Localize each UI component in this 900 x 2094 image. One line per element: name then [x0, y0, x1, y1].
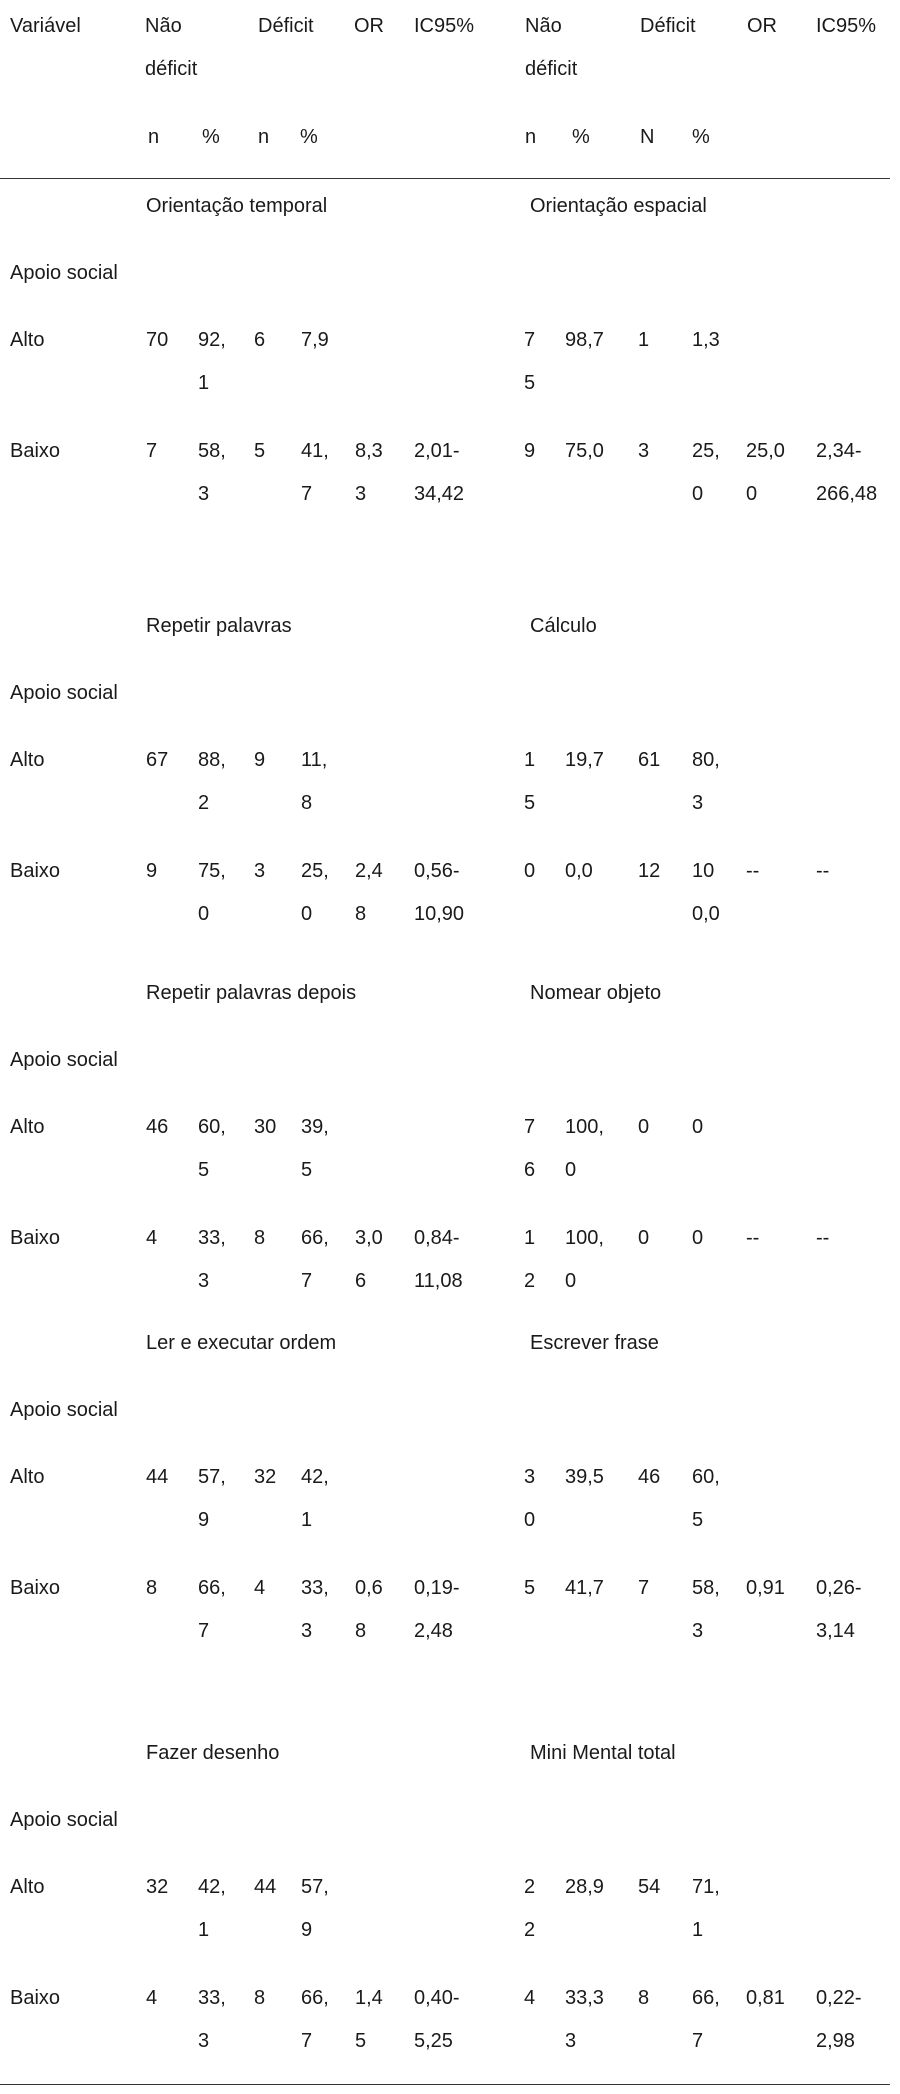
table-cell: 4 — [146, 1227, 158, 1249]
table-cell: 0 — [638, 1116, 650, 1138]
table-cell: 0,91 — [746, 1577, 785, 1599]
row-label: Baixo — [10, 1577, 61, 1599]
table-cell: 2,01- 34,42 — [414, 440, 465, 505]
table-cell: 7 5 — [524, 329, 536, 394]
table-cell: 30 — [254, 1116, 277, 1138]
table-cell: 100, 0 — [565, 1227, 604, 1292]
sub-pct-right-2: % — [692, 126, 710, 148]
table-cell: 71, 1 — [692, 1876, 720, 1941]
table-cell: 2,4 8 — [355, 860, 383, 925]
header-rule — [0, 178, 890, 179]
section-title-right: Escrever frase — [530, 1332, 659, 1354]
table-cell: 8 — [254, 1987, 266, 2009]
group-label: Apoio social — [10, 1399, 118, 1421]
header-nao-line1: Não — [525, 15, 562, 37]
section-title-left: Ler e executar ordem — [146, 1332, 337, 1354]
table-cell: 2,34- 266,48 — [816, 440, 878, 505]
table-cell: -- — [746, 1227, 760, 1249]
table-cell: 44 — [146, 1466, 169, 1488]
header-nao-line2: déficit — [525, 58, 578, 80]
table-cell: 0,56- 10,90 — [414, 860, 465, 925]
section-title-left: Orientação temporal — [146, 195, 328, 217]
bottom-rule — [0, 2084, 890, 2085]
table-cell: 3 — [254, 860, 266, 882]
table-cell: 7 — [638, 1577, 650, 1599]
table-cell: 42, 1 — [301, 1466, 329, 1531]
table-cell: 4 — [146, 1987, 158, 2009]
section-title-left: Repetir palavras depois — [146, 982, 357, 1004]
row-label: Baixo — [10, 1227, 61, 1249]
table-cell: -- — [816, 860, 830, 882]
table-cell: 3 — [638, 440, 650, 462]
table-cell: 0,40- 5,25 — [414, 1987, 460, 2052]
table-cell: 46 — [146, 1116, 169, 1138]
sub-n-left-1: n — [148, 126, 160, 148]
table-cell: 11, 8 — [301, 749, 328, 814]
table-cell: 58, 3 — [692, 1577, 720, 1642]
header-nao-line2: déficit — [145, 58, 198, 80]
header-or-left: OR — [354, 15, 384, 37]
table-cell: 12 — [638, 860, 661, 882]
table-cell: 3,0 6 — [355, 1227, 383, 1292]
header-or-right: OR — [747, 15, 777, 37]
table-cell: 33, 3 — [301, 1577, 329, 1642]
table-cell: 1 5 — [524, 749, 536, 814]
table-cell: 1 2 — [524, 1227, 536, 1292]
table-cell: 1 — [638, 329, 650, 351]
table-cell: 6 — [254, 329, 266, 351]
table-cell: 9 — [254, 749, 266, 771]
table-cell: 66, 7 — [198, 1577, 226, 1642]
header-nao-line1: Não — [145, 15, 182, 37]
row-label: Alto — [10, 749, 45, 771]
table-cell: 25,0 0 — [746, 440, 785, 505]
header-deficit-left: Déficit — [258, 15, 314, 37]
table-cell: 39, 5 — [301, 1116, 329, 1181]
sub-n-left-2: n — [258, 126, 270, 148]
table-cell: 5 — [254, 440, 266, 462]
section-title-right: Cálculo — [530, 615, 597, 637]
row-label: Alto — [10, 1116, 45, 1138]
table-cell: 0 — [692, 1227, 704, 1249]
table-cell: 0,19- 2,48 — [414, 1577, 460, 1642]
table-cell: 75,0 — [565, 440, 604, 462]
row-label: Alto — [10, 329, 45, 351]
table-cell: 4 — [524, 1987, 536, 2009]
table-cell: 7 6 — [524, 1116, 536, 1181]
table-cell: 4 — [254, 1577, 266, 1599]
row-label: Baixo — [10, 860, 61, 882]
table-cell: 66, 7 — [301, 1987, 329, 2052]
table-cell: 5 — [524, 1577, 536, 1599]
group-label: Apoio social — [10, 262, 118, 284]
table-cell: 9 — [524, 440, 536, 462]
table-cell: 0,84- 11,08 — [414, 1227, 463, 1292]
table-cell: 33,3 3 — [565, 1987, 604, 2052]
table-cell: 57, 9 — [198, 1466, 226, 1531]
table-cell: 98,7 — [565, 329, 604, 351]
table-cell: 7 — [146, 440, 158, 462]
row-label: Alto — [10, 1466, 45, 1488]
table-cell: -- — [816, 1227, 830, 1249]
table-cell: 32 — [254, 1466, 277, 1488]
group-label: Apoio social — [10, 1049, 118, 1071]
sub-n-right-2: N — [640, 126, 655, 148]
group-label: Apoio social — [10, 682, 118, 704]
table-cell: 25, 0 — [692, 440, 720, 505]
sub-pct-right-1: % — [572, 126, 590, 148]
table-cell: 88, 2 — [198, 749, 226, 814]
table-cell: 8 — [254, 1227, 266, 1249]
table-cell: 41,7 — [565, 1577, 604, 1599]
table-cell: 9 — [146, 860, 158, 882]
table-cell: 19,7 — [565, 749, 604, 771]
table-cell: 0 — [524, 860, 536, 882]
table-cell: 10 0,0 — [692, 860, 720, 925]
row-label: Alto — [10, 1876, 45, 1898]
table-cell: 60, 5 — [692, 1466, 720, 1531]
table-cell: 66, 7 — [301, 1227, 329, 1292]
table-cell: 67 — [146, 749, 169, 771]
table-cell: 60, 5 — [198, 1116, 226, 1181]
table-cell: 46 — [638, 1466, 661, 1488]
table-cell: 1,4 5 — [355, 1987, 383, 2052]
section-title-left: Fazer desenho — [146, 1742, 280, 1764]
header-deficit-right: Déficit — [640, 15, 696, 37]
table-cell: 0,6 8 — [355, 1577, 383, 1642]
sub-n-right-1: n — [525, 126, 537, 148]
row-label: Baixo — [10, 440, 61, 462]
table-cell: 7,9 — [301, 329, 329, 351]
sub-pct-left-2: % — [300, 126, 318, 148]
table-cell: 8 — [638, 1987, 650, 2009]
table-cell: 28,9 — [565, 1876, 604, 1898]
header-ic-right: IC95% — [816, 15, 877, 37]
section-title-right: Mini Mental total — [530, 1742, 676, 1764]
table-cell: 42, 1 — [198, 1876, 226, 1941]
table-cell: 92, 1 — [198, 329, 226, 394]
table-cell: 33, 3 — [198, 1227, 226, 1292]
table-cell: 44 — [254, 1876, 277, 1898]
table-cell: 2 2 — [524, 1876, 536, 1941]
table-cell: 0,26- 3,14 — [816, 1577, 862, 1642]
table-cell: 61 — [638, 749, 661, 771]
table-cell: 0 — [692, 1116, 704, 1138]
table-cell: 3 0 — [524, 1466, 536, 1531]
header-ic-left: IC95% — [414, 15, 475, 37]
header-variavel: Variável — [10, 15, 81, 37]
section-title-left: Repetir palavras — [146, 615, 292, 637]
section-title-right: Orientação espacial — [530, 195, 707, 217]
header-nao-deficit-left — [145, 5, 197, 91]
table-cell: 54 — [638, 1876, 661, 1898]
table-cell: 80, 3 — [692, 749, 720, 814]
group-label: Apoio social — [10, 1809, 118, 1831]
table-cell: 25, 0 — [301, 860, 329, 925]
row-label: Baixo — [10, 1987, 61, 2009]
table-cell: 100, 0 — [565, 1116, 604, 1181]
section-title-right: Nomear objeto — [530, 982, 662, 1004]
table-cell: 33, 3 — [198, 1987, 226, 2052]
table-cell: 0,81 — [746, 1987, 785, 2009]
table-cell: 8,3 3 — [355, 440, 383, 505]
table-cell: 70 — [146, 329, 169, 351]
table-cell: 0,0 — [565, 860, 593, 882]
table-cell: 1,3 — [692, 329, 720, 351]
table-cell: -- — [746, 860, 760, 882]
table-cell: 66, 7 — [692, 1987, 720, 2052]
sub-pct-left-1: % — [202, 126, 220, 148]
table-cell: 0 — [638, 1227, 650, 1249]
table-cell: 8 — [146, 1577, 158, 1599]
table-cell: 0,22- 2,98 — [816, 1987, 862, 2052]
table-cell: 41, 7 — [301, 440, 329, 505]
header-nao-deficit-right — [525, 5, 577, 91]
table-cell: 58, 3 — [198, 440, 226, 505]
table-cell: 39,5 — [565, 1466, 604, 1488]
table-cell: 57, 9 — [301, 1876, 329, 1941]
table-cell: 75, 0 — [198, 860, 226, 925]
table-cell: 32 — [146, 1876, 169, 1898]
